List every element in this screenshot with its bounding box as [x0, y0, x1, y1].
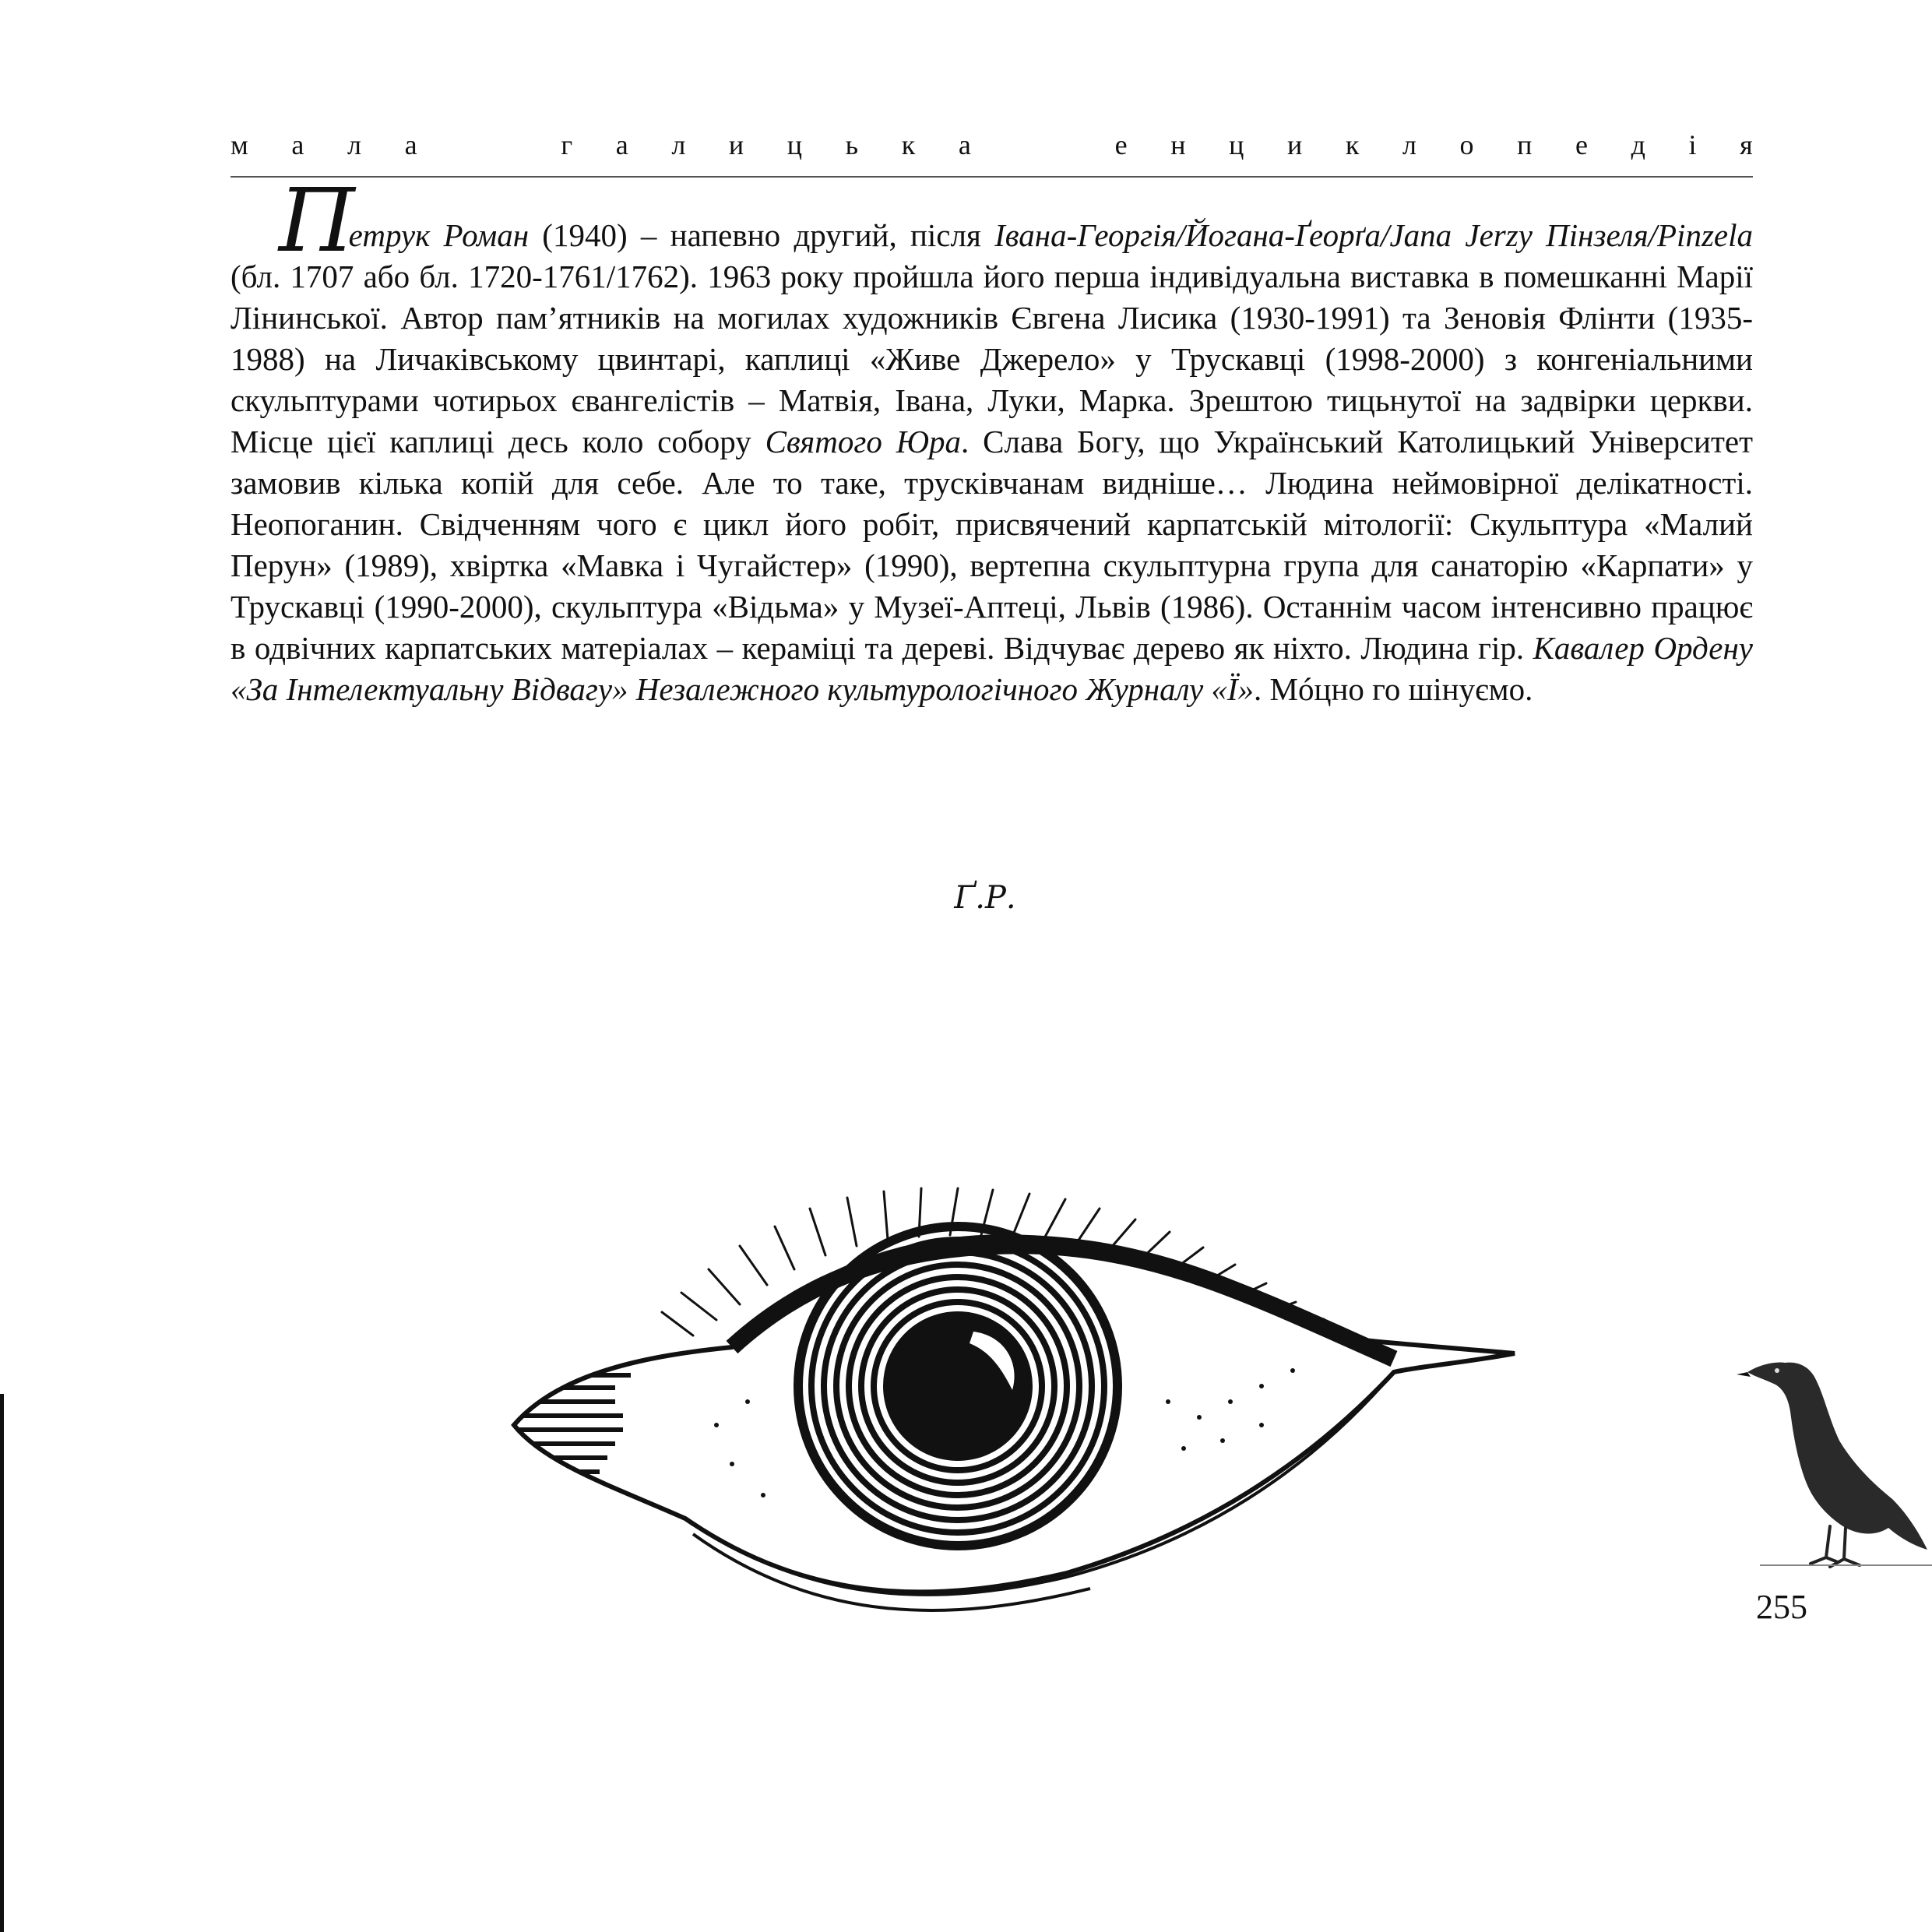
page-number: 255: [1756, 1588, 1807, 1626]
header-letter: а: [958, 129, 971, 160]
header-letter: и: [728, 129, 744, 160]
header-letter: я: [1740, 129, 1753, 160]
header-letter: г: [561, 129, 573, 160]
encyclopedia-article: [231, 171, 1753, 710]
page-edge-bar: [0, 1394, 4, 1932]
header-letter: ц: [1229, 129, 1244, 160]
running-header: [231, 131, 1753, 159]
crow-illustration: [1737, 1355, 1931, 1581]
header-letter: л: [671, 129, 686, 160]
header-letter: а: [615, 129, 628, 160]
article-text: . Мóцно го шінуємо.: [1254, 671, 1533, 707]
header-letter: к: [1345, 129, 1360, 160]
crow-body: [1747, 1363, 1927, 1550]
article-italic: Кавалер Ордену «За Інтелектуальну Відвагу» Незалежного культурологічного Журналу «Ї»: [231, 630, 1753, 707]
header-letter: ц: [787, 129, 803, 160]
drop-initial: П: [279, 171, 355, 272]
header-letter: е: [1575, 129, 1588, 160]
article-text: (1940) – напевно другий, після: [529, 217, 995, 253]
engraved-eye-illustration: [498, 1168, 1526, 1628]
header-letter: н: [1170, 129, 1186, 160]
header-letter: а: [291, 129, 304, 160]
header-letter: л: [347, 129, 361, 160]
header-letter: к: [901, 129, 916, 160]
article-text: . Слава Богу, що Український Католицький Університет замовив кілька копій для себе. Але то таке, трусківчанам видніше… Людина неймовірної делікатності. Неопоганин. Свідченням чого є цикл його робіт, присвячений карпатській мітології: Скульптура «Малий Перун» (1989), хвіртка «Мавка і Чугайстер» (1990), вертепна скульптурна група для санаторію «Карпати» у Трускавці (1990-2000), скульптура «Відьма» у Музеї-Аптеці, Львів (1986). Останнім часом інтенсивно працює в одвічних карпатських матеріалах – кераміці та дереві. Відчуває дерево як ніхто. Людина гір.: [231, 424, 1753, 666]
header-letter: л: [1402, 129, 1416, 160]
article-italic: Святого Юра: [765, 424, 962, 459]
header-letter: ь: [845, 129, 859, 160]
header-letter: и: [1286, 129, 1303, 160]
header-letter: а: [404, 129, 417, 160]
header-letter: п: [1517, 129, 1533, 160]
article-text: (бл. 1707 або бл. 1720-1761/1762). 1963 року пройшла його перша індивідуальна виставка в помешканні Марії Лінинської. Автор пам’ятників на могилах художників Євгена Лисика (1930-1991) та Зеновія Флінти (1935-1988) на Личаківському цвинтарі, каплиці «Живе Джерело» у Трускавці (1998-2000) з конгеніальними скульптурами чотирьох євангелістів – Матвія, Івана, Луки, Марка. Зрештою тицьнутої на задвірки церкви. Місце цієї каплиці десь коло собору: [231, 259, 1753, 459]
pupil: [883, 1311, 1033, 1461]
article-italic: Івана-Георгія/Йогана-Ґеорґа/Jana Jerzy Пінзеля/Pinzela: [994, 217, 1753, 253]
header-letter: д: [1631, 129, 1645, 160]
header-letter: м: [231, 129, 248, 160]
footer-rule: [1760, 1564, 1932, 1566]
crow-legs: [1811, 1526, 1860, 1567]
header-letter: о: [1459, 129, 1474, 160]
header-rule: [231, 176, 1753, 178]
header-letter: е: [1114, 129, 1128, 160]
article-name: етрук Роман: [348, 217, 530, 253]
author-signature: Ґ.Р.: [954, 880, 1016, 916]
header-letter: і: [1688, 129, 1697, 160]
